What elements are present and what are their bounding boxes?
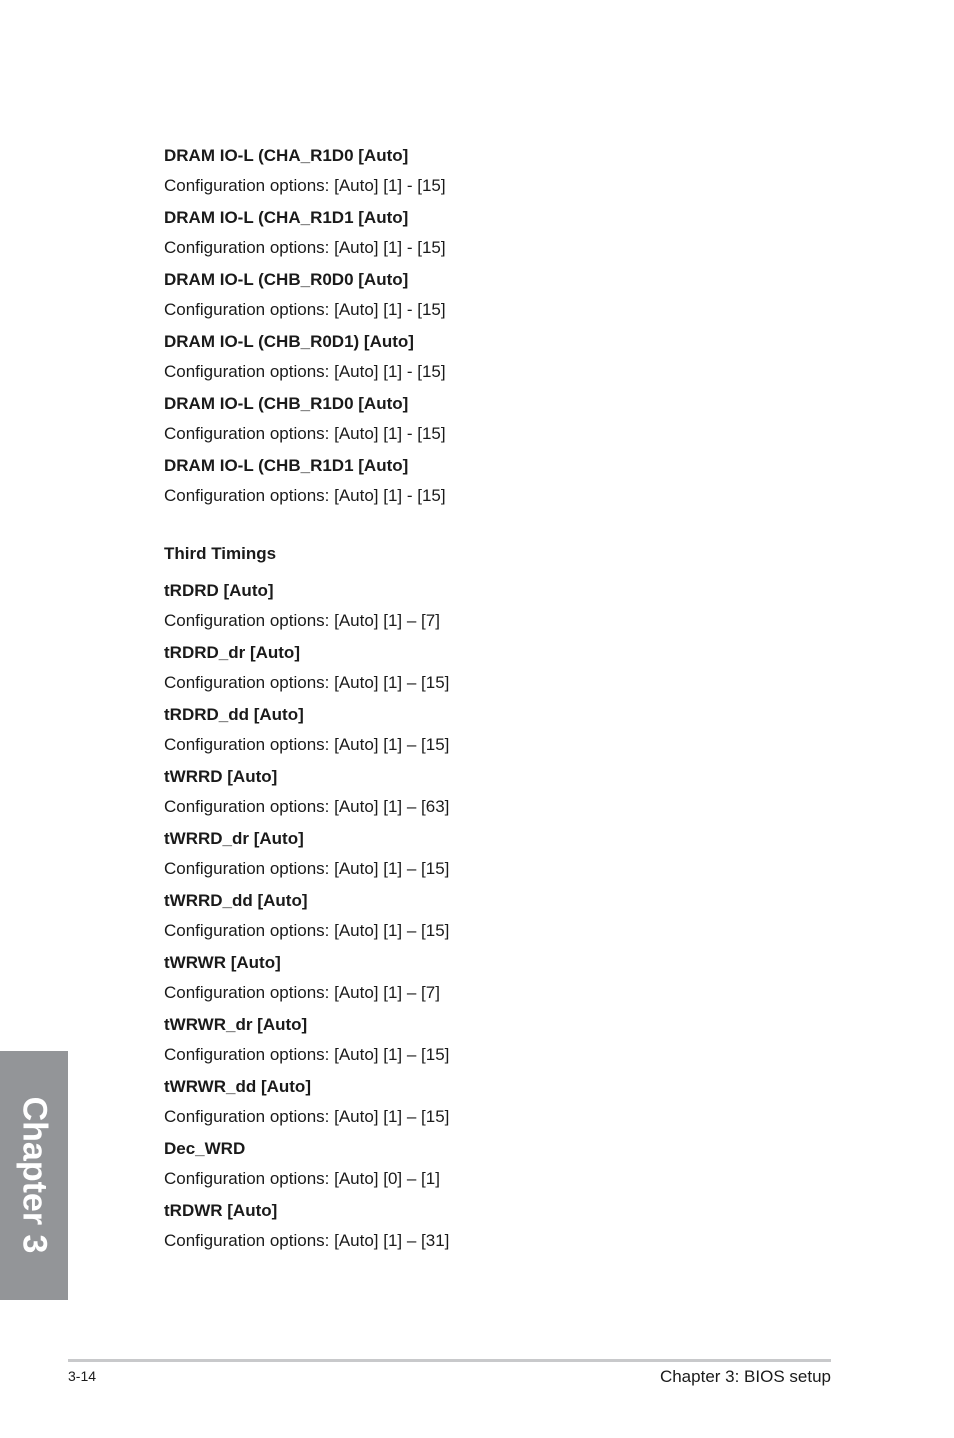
item-description: Configuration options: [Auto] [1] - [15] (164, 486, 446, 505)
item-description: Configuration options: [Auto] [1] – [15] (164, 921, 450, 940)
item-title: tRDRD_dr [Auto] (164, 643, 300, 662)
item-description: Configuration options: [Auto] [1] – [15] (164, 735, 450, 754)
bios-item (164, 640, 804, 696)
bios-item (164, 1198, 804, 1254)
item-title: Dec_WRD (164, 1139, 246, 1158)
item-description: Configuration options: [Auto] [1] – [15] (164, 859, 450, 878)
bios-item (164, 578, 804, 634)
item-title: DRAM IO-L (CHB_R1D1 [Auto] (164, 456, 409, 475)
item-title: tWRRD [Auto] (164, 767, 278, 786)
item-title: tWRRD_dd [Auto] (164, 891, 308, 910)
item-title: DRAM IO-L (CHB_R0D1) [Auto] (164, 332, 414, 351)
bios-item (164, 888, 804, 944)
item-description: Configuration options: [Auto] [1] - [15] (164, 176, 446, 195)
document-body (164, 143, 804, 1260)
chapter-side-tab (0, 1051, 68, 1300)
chapter-tab-label: Chapter 3 (15, 1096, 54, 1254)
bios-item (164, 1136, 804, 1192)
bios-item (164, 702, 804, 758)
dram-io-settings-group (164, 143, 804, 509)
item-title: DRAM IO-L (CHA_R1D0 [Auto] (164, 146, 409, 165)
page-number: 3-14 (68, 1368, 97, 1384)
item-description: Configuration options: [Auto] [1] - [15] (164, 424, 446, 443)
item-title: tWRRD_dr [Auto] (164, 829, 304, 848)
bios-item (164, 329, 804, 385)
section-heading: Third Timings (164, 544, 277, 563)
item-description: Configuration options: [Auto] [1] – [7] (164, 611, 440, 630)
bios-item (164, 1012, 804, 1068)
bios-item (164, 764, 804, 820)
bios-item (164, 1074, 804, 1130)
bios-item (164, 391, 804, 447)
item-title: tRDRD [Auto] (164, 581, 274, 600)
item-title: DRAM IO-L (CHA_R1D1 [Auto] (164, 208, 409, 227)
footer-chapter-title: Chapter 3: BIOS setup (659, 1367, 831, 1386)
item-description: Configuration options: [Auto] [1] – [31] (164, 1231, 450, 1250)
bios-item (164, 453, 804, 509)
item-title: tRDWR [Auto] (164, 1201, 278, 1220)
bios-item (164, 143, 804, 199)
bios-item (164, 267, 804, 323)
item-title: DRAM IO-L (CHB_R0D0 [Auto] (164, 270, 409, 289)
item-title: tWRWR_dd [Auto] (164, 1077, 311, 1096)
item-description: Configuration options: [Auto] [1] – [15] (164, 1107, 450, 1126)
item-description: Configuration options: [Auto] [1] – [63] (164, 797, 450, 816)
item-title: DRAM IO-L (CHB_R1D0 [Auto] (164, 394, 409, 413)
item-description: Configuration options: [Auto] [1] - [15] (164, 362, 446, 381)
bios-item (164, 950, 804, 1006)
footer-divider (68, 1359, 831, 1362)
item-description: Configuration options: [Auto] [0] – [1] (164, 1169, 440, 1188)
item-description: Configuration options: [Auto] [1] – [15] (164, 673, 450, 692)
item-description: Configuration options: [Auto] [1] – [7] (164, 983, 440, 1002)
bios-item (164, 205, 804, 261)
item-description: Configuration options: [Auto] [1] - [15] (164, 238, 446, 257)
item-description: Configuration options: [Auto] [1] – [15] (164, 1045, 450, 1064)
item-title: tWRWR [Auto] (164, 953, 281, 972)
item-title: tWRWR_dr [Auto] (164, 1015, 308, 1034)
bios-item (164, 826, 804, 882)
item-description: Configuration options: [Auto] [1] - [15] (164, 300, 446, 319)
item-title: tRDRD_dd [Auto] (164, 705, 304, 724)
third-timings-group (164, 578, 804, 1254)
